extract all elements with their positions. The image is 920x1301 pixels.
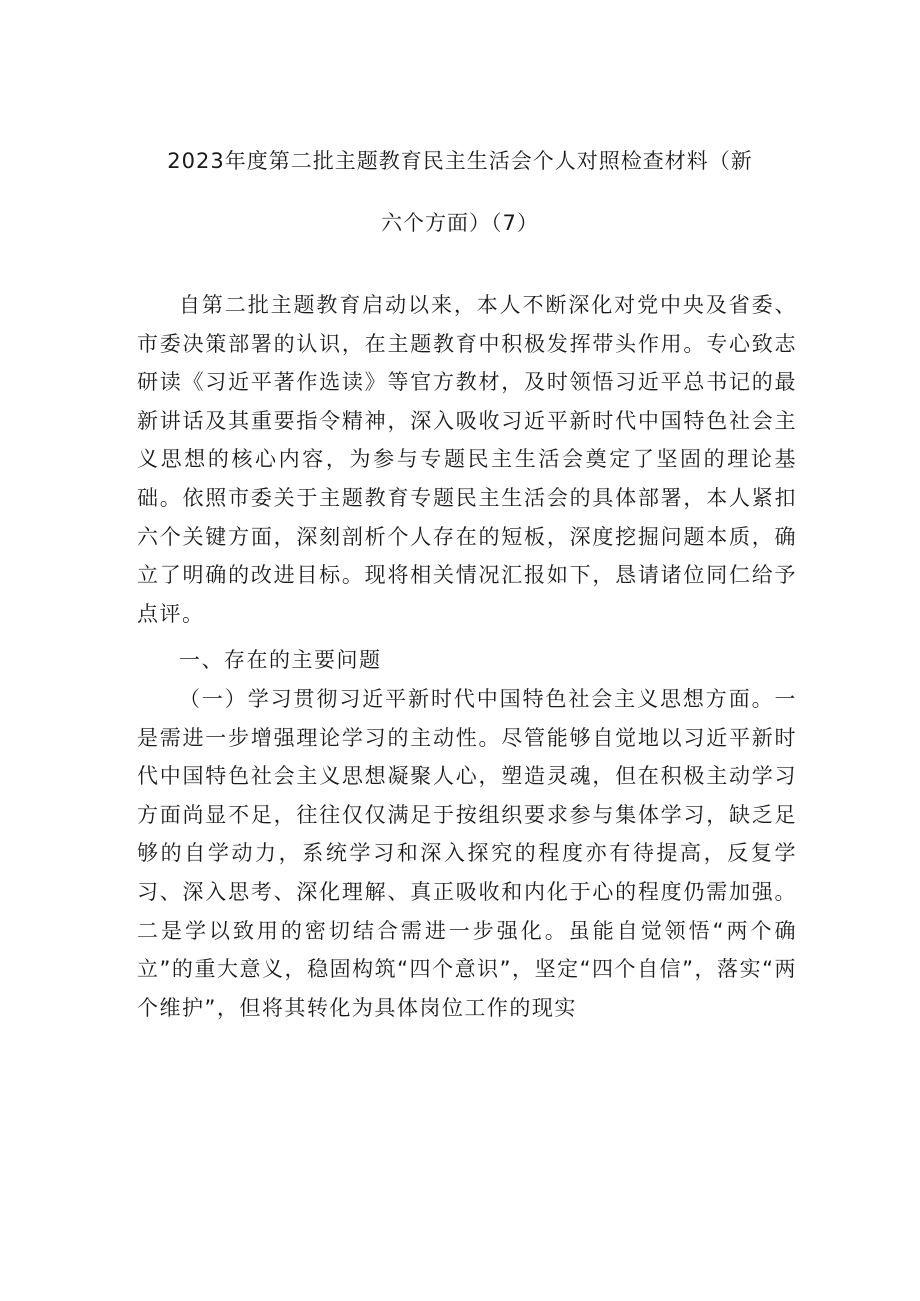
document-title-line-2: 六个方面）（7） [381,211,539,235]
document-title-line-1: 2023年度第二批主题教育民主生活会个人对照检查材料（新 [167,149,753,173]
intro-paragraph: 自第二批主题教育启动以来，本人不断深化对党中央及省委、市委决策部署的认识，在主题教育中积极发挥带头作用。专心致志研读《习近平著作选读》等官方教材，及时领悟习近平总书记的最新讲话及其重要指令精神，深入吸收习近平新时代中国特色社会主义思想的核心内容，为参与专题民主生活会奠定了坚固的理论基础。依照市委关于主题教育专题民主生活会的具体部署，本人紧扣六个关键方面，深刻剖析个人存在的短板，深度挖掘问题本质，确立了明确的改进目标。现将相关情况汇报如下，恳请诸位同仁给予点评。 [137,293,797,626]
section-heading: 一、存在的主要问题 [179,648,382,673]
section-paragraph: （一）学习贯彻习近平新时代中国特色社会主义思想方面。一是需进一步增强理论学习的主动性。尽管能够自觉地以习近平新时代中国特色社会主义思想凝聚人心，塑造灵魂，但在积极主动学习方面尚显不足，往往仅仅满足于按组织要求参与集体学习，缺乏足够的自学动力，系统学习和深入探究的程度亦有待提高，反复学习、深入思考、深化理解、真正吸收和内化于心的程度仍需加强。二是学以致用的密切结合需进一步强化。虽能自觉领悟“两个确立”的重大意义，稳固构筑“四个意识”，坚定“四个自信”，落实“两个维护”，但将其转化为具体岗位工作的现实 [137,686,797,1020]
document-body [137,286,797,1027]
